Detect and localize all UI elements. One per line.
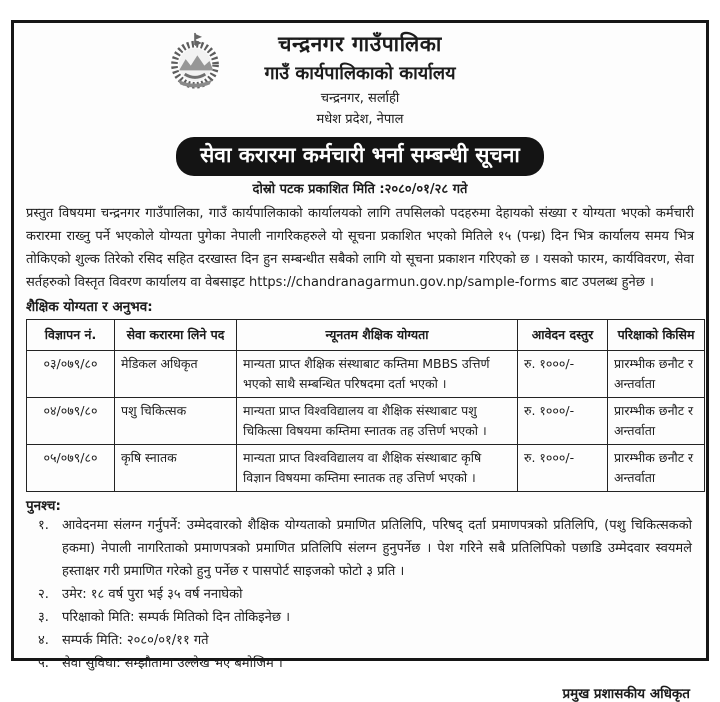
intro-paragraph: प्रस्तुत विषयमा चन्द्रनगर गाउँपालिका, गाउँ कार्यपालिकाको कार्यालयको लागि तपसिलको पदहरुमा देहायको संख्या र योग्यता भएको कर्मचारी करारमा राख्नु पर्ने भएकोले योग्यता पुगेका नेपाली नागरिकहरुले यो सूचना प्रकाशित भएको मितिले १५ (पन्ध्र) दिन भित्र कार्यालय समय भित्र तोकिएको शुल्क तिरेको रसिद सहित दरखास्त दिन हुन सम्बन्धीत सबैको लागि यो सूचना प्रकाशन गरिएको छ । यसको फारम, कार्यविवरण, सेवा सर्तहरुको विस्तृत विवरण कार्यालय वा वेबसाइट https://chandranagarmun.gov.np/sample-forms बाट उपलब्ध हुनेछ । <box>26 206 694 291</box>
column-header-post: सेवा करारमा लिने पद <box>115 319 237 350</box>
exam-type-cell: प्रारम्भीक छनौट र अन्तर्वाता <box>608 444 705 491</box>
column-header-exam-type: परिक्षाको किसिम <box>608 319 705 350</box>
notice-document <box>11 20 709 702</box>
item-text: आवेदनमा संलग्न गर्नुपर्ने: उम्मेदवारको शैक्षिक योग्यताको प्रमाणित प्रतिलिपि, परिषद् दर्ता प्रमाणपत्रको प्रतिलिपि, (पशु चिकित्सकको हकमा) नेपाली नागरिताको प्रमाणपत्रको प्रमाणित प्रतिलिपि संलग्न हुनुपर्नेछ । पेश गरिने सबै प्रतिलिपिको पछाडि उम्मेदवार स्वयमले हस्ताक्षर गरी प्रमाणित गरेको हुनु पर्नेछ र पासपोर्ट साइजको फोटो ३ प्रति । <box>62 517 692 579</box>
column-header-fee: आवेदन दस्तुर <box>518 319 608 350</box>
exam-type-cell: प्रारम्भीक छनौट र अन्तर्वाता <box>608 350 705 397</box>
notice-title-banner <box>176 137 544 176</box>
fee-cell: रु. १०००/- <box>518 444 608 491</box>
qualification-cell: मान्यता प्राप्त शैक्षिक संस्थाबाट कम्तिमा MBBS उत्तिर्ण भएको साथै सम्बन्धित परिषदमा दर्ता भएको । <box>237 350 518 397</box>
qualification-cell: मान्यता प्राप्त विश्वविद्यालय वा शैक्षिक संस्थाबाट कृषि विज्ञान विषयमा कम्तिमा स्नातक तह उत्तिर्ण भएको । <box>237 444 518 491</box>
table-header-row <box>27 319 705 350</box>
letterhead <box>26 28 694 127</box>
signature-title: प्रमुख प्रशासकीय अधिकृत <box>562 686 690 702</box>
postscript-item <box>26 514 694 583</box>
item-number: ५. <box>38 656 49 672</box>
table-row <box>27 350 705 397</box>
address-line: चन्द्रनगर, सर्लाही <box>320 91 400 106</box>
item-number: २. <box>38 586 49 602</box>
published-date-line: दोस्रो पटक प्रकाशित मिति :२०८०/०१/२८ गते <box>252 182 468 197</box>
postscript-item <box>26 652 694 675</box>
postscript-heading: पुनश्च: <box>26 497 61 514</box>
province-line: मधेश प्रदेश, नेपाल <box>316 112 404 127</box>
advert-no-cell: ०५/०७९/८० <box>27 444 115 491</box>
office-name: गाउँ कार्यपालिकाको कार्यालय <box>264 63 456 84</box>
post-cell: मेडिकल अधिकृत <box>115 350 237 397</box>
nepal-coat-of-arms-icon <box>164 32 226 90</box>
column-header-qualification: न्यूनतम शैक्षिक योग्यता <box>237 319 518 350</box>
item-number: ४. <box>38 633 49 649</box>
advert-no-cell: ०४/०७९/८० <box>27 397 115 444</box>
municipality-name: चन्द्रनगर गाउँपालिका <box>278 32 442 56</box>
item-text: सम्पर्क मिति: २०८०/०१/११ गते <box>62 633 209 649</box>
postscript-list <box>26 514 694 676</box>
column-header-advert-no: विज्ञापन नं. <box>27 319 115 350</box>
qualifications-heading: शैक्षिक योग्यता र अनुभव: <box>26 298 153 315</box>
qualifications-table <box>26 319 705 492</box>
table-row <box>27 397 705 444</box>
item-text: उमेर: १८ वर्ष पुरा भई ३५ वर्ष ननाघेको <box>62 586 243 602</box>
item-number: १. <box>38 517 49 533</box>
postscript-item <box>26 583 694 606</box>
fee-cell: रु. १०००/- <box>518 350 608 397</box>
qualification-cell: मान्यता प्राप्त विश्वविद्यालय वा शैक्षिक संस्थाबाट पशु चिकित्सा विषयमा कम्तिमा स्नातक तह उत्तिर्ण भएको । <box>237 397 518 444</box>
notice-title: सेवा करारमा कर्मचारी भर्ना सम्बन्धी सूचना <box>200 143 520 167</box>
item-number: ३. <box>38 610 49 625</box>
post-cell: पशु चिकित्सक <box>115 397 237 444</box>
post-cell: कृषि स्नातक <box>115 444 237 491</box>
postscript-item <box>26 606 694 629</box>
advert-no-cell: ०३/०७९/८० <box>27 350 115 397</box>
postscript-item <box>26 629 694 652</box>
exam-type-cell: प्रारम्भीक छनौट र अन्तर्वाता <box>608 397 705 444</box>
item-text: सेवा सुविधा: सम्झौतामा उल्लेख भए बमोजिम । <box>62 656 283 672</box>
fee-cell: रु. १०००/- <box>518 397 608 444</box>
item-text: परिक्षाको मिति: सम्पर्क मितिको दिन तोकिइनेछ । <box>62 610 291 625</box>
table-row <box>27 444 705 491</box>
